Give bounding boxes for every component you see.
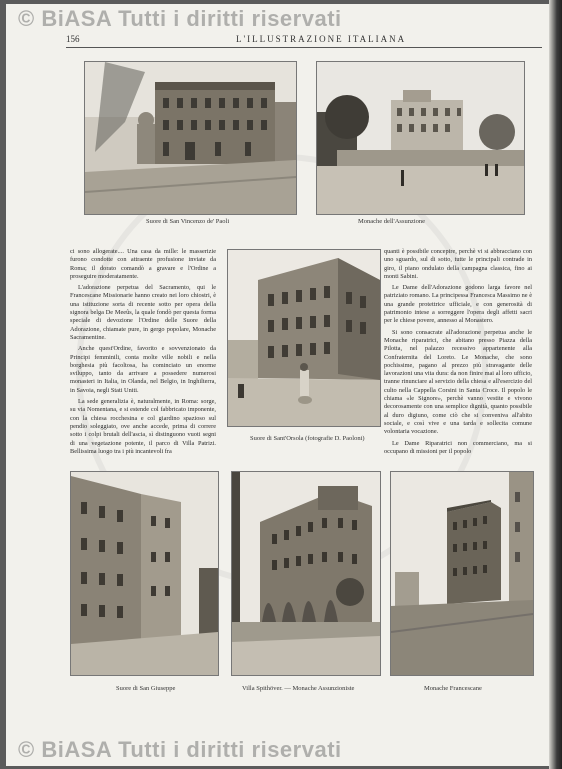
- newspaper-page: [6, 4, 549, 766]
- caption-villa-spithover: Villa Spithöver. — Monache Assunzioniste: [242, 685, 355, 692]
- caption-sant-orsola: Suore di Sant'Orsola (fotografie D. Paoloni): [250, 435, 365, 442]
- photo-villa-spithover: [231, 471, 381, 676]
- photo-villa-spithover-image: [232, 472, 380, 675]
- page-number: 156: [66, 34, 80, 44]
- header-rule: [66, 47, 542, 48]
- article-right-column: [384, 248, 532, 459]
- photo-san-vincenzo-image: [85, 62, 296, 214]
- left-paragraph: Anche quest'Ordine, favorito e sovvenzionato da Principi femminili, conta molte ville nobili e nella borghesia più facoltosa, ha cominciato un enorme sviluppo, tanto da arrivare a possedere numerosi monasteri in Italia, in Olanda, nel Belgio, in Inghilterra, in Savoia, negli Stati Uniti.: [70, 345, 216, 394]
- photo-assunzione-image: [317, 62, 524, 214]
- left-paragraph: L'adorazione perpetua del Sacramento, qui le Francescane Missionarie hanno creato nei loro chiostri, è una istituzione sorta di recente sotto per opera della signora belga De Meeûs, la quale fondò per questa forma speciale di devozione l'Ordine delle Suore della Adorazione, chiamate pure, in gergo popolare, Monache Sacramentine.: [70, 284, 216, 341]
- photo-francescane: [390, 471, 534, 676]
- watermark-bottom: © BiASA Tutti i diritti riservati: [18, 737, 342, 762]
- photo-san-vincenzo: [84, 61, 297, 215]
- photo-san-giuseppe-image: [71, 472, 218, 675]
- right-paragraph: Si sono consacrate all'adorazione perpetua anche le Monache riparatrici, che abitano presso Piazza della Pilotta, nel palazzo recessivo appartenente alla Confraternita del Loreto. Le Monache, che sono pochissime, pagano al prezzo più stravagante delle lavorazioni una vita dura: da non finire mai al loro ufficio, tranne rinunciare al servizio della chiesa e all'esercizio del culto nella Cappella Corsini in Santa Croce. Il popolo le chiama «le Signore», perchè vanno vestite e vivono decorosamente con una semplice dignità, quanto possibile al duro digiuno, come ciò che si conveniva all'abito sociale, e così vive e una tarda e sollecita comune volontaria vocazione.: [384, 328, 532, 436]
- page-edge-shadow: [549, 0, 562, 769]
- publication-title: L'ILLUSTRAZIONE ITALIANA: [236, 34, 407, 44]
- caption-san-giuseppe: Suore di San Giuseppe: [116, 685, 176, 692]
- left-paragraph: La sede generalizia è, naturalmente, in Roma: sorge, su via Nomentana, e si estende col fabbricato imponente, con la chiesa rocchesina e col giardino spazioso sul pendio soleggiato, ove anche accede, prima di correre sotto i colpi brutali dell'ascia, sì distinguono vuoti segni di una vegetazione potente, il parco di Villa Patrizi. Bellissima luogo tra i più incantevoli fra: [70, 398, 216, 455]
- photo-san-giuseppe: [70, 471, 219, 676]
- photo-sant-orsola-image: [228, 250, 380, 426]
- caption-san-vincenzo: Suore di San Vincenzo de' Paoli: [146, 218, 230, 225]
- page-header: [66, 33, 546, 47]
- watermark-top: © BiASA Tutti i diritti riservati: [18, 6, 342, 31]
- right-paragraph: Le Dame Riparatrici non commerciano, ma si occupano di missioni per il popolo: [384, 439, 532, 455]
- photo-sant-orsola: [227, 249, 381, 427]
- article-left-column: [70, 248, 216, 459]
- caption-assunzione: Monache dell'Assunzione: [358, 218, 426, 225]
- left-paragraph: ci sono allogerate.... Una casa da mille: le masserizie furono condotte con attraente profusione inviate da Roma; il dorato comandò a gravare e l'Ordine a proseguire moderatamente.: [70, 248, 216, 280]
- caption-francescane: Monache Francescane: [424, 685, 482, 692]
- photo-francescane-image: [391, 472, 533, 675]
- right-paragraph: quanti è possibile concepire, perchè vi si abbracciano con uno sguardo, sul di sotto, tutte le principali contrade in giro, il piano ondulato della campagna classica, fino ai monti Sabini.: [384, 248, 532, 280]
- right-paragraph: Le Dame dell'Adorazione godono larga favore nel patriziato romano. La principessa Francesca Massimo ne è una grande protettrice ufficiale, e con generosità di patrimonio intese a sorreggere l'opera degli affetti sacri per le chiese povere, annesso al Monastero.: [384, 284, 532, 325]
- photo-assunzione: [316, 61, 525, 215]
